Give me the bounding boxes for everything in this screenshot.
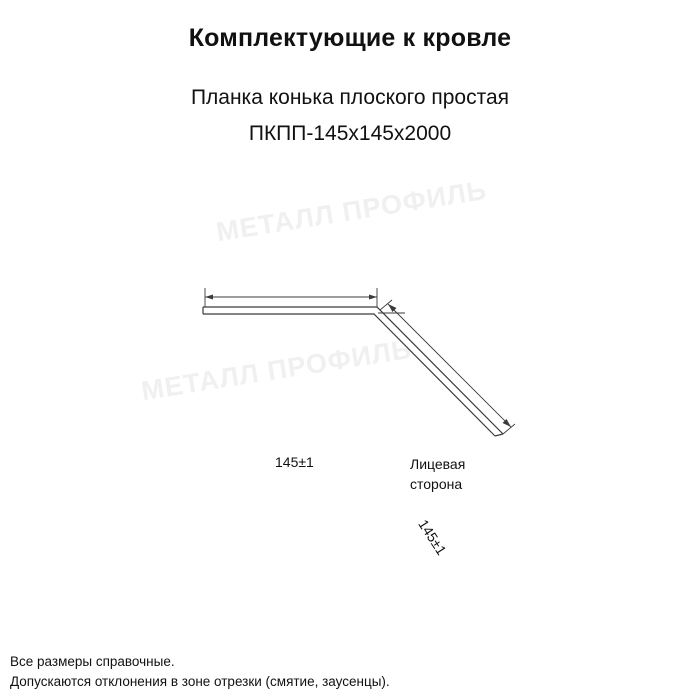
product-name: Планка конька плоского простая — [190, 86, 510, 109]
profile-inner-contour — [203, 314, 495, 436]
watermark-text: МЕТАЛЛ ПРОФИЛЬ — [214, 174, 489, 248]
technical-drawing — [0, 170, 700, 558]
arrow-right — [369, 295, 377, 300]
dimension-label-diagonal: 145±1 — [414, 514, 452, 560]
page-title: Комплектующие к кровле — [188, 24, 512, 52]
footer-note-1: Все размеры справочные. — [10, 654, 175, 669]
arrow-left — [205, 295, 213, 300]
product-code: ПКПП-145x145x2000 — [248, 122, 452, 145]
watermark-text: МЕТАЛЛ ПРОФИЛЬ — [139, 333, 414, 407]
drawing-svg — [0, 170, 700, 500]
profile-right-end — [495, 434, 503, 436]
face-label-line2: сторона — [410, 476, 463, 492]
footer-note-2: Допускаются отклонения в зоне отрезки (смятие, заусенцы). — [10, 674, 390, 689]
footer-notes — [10, 652, 690, 692]
dim-line-diagonal — [388, 304, 511, 427]
dimension-label-top: 145±1 — [271, 454, 318, 470]
profile-outer-contour — [203, 307, 503, 434]
ext-line-diag-start — [380, 300, 392, 310]
face-label-line1: Лицевая — [410, 456, 466, 472]
